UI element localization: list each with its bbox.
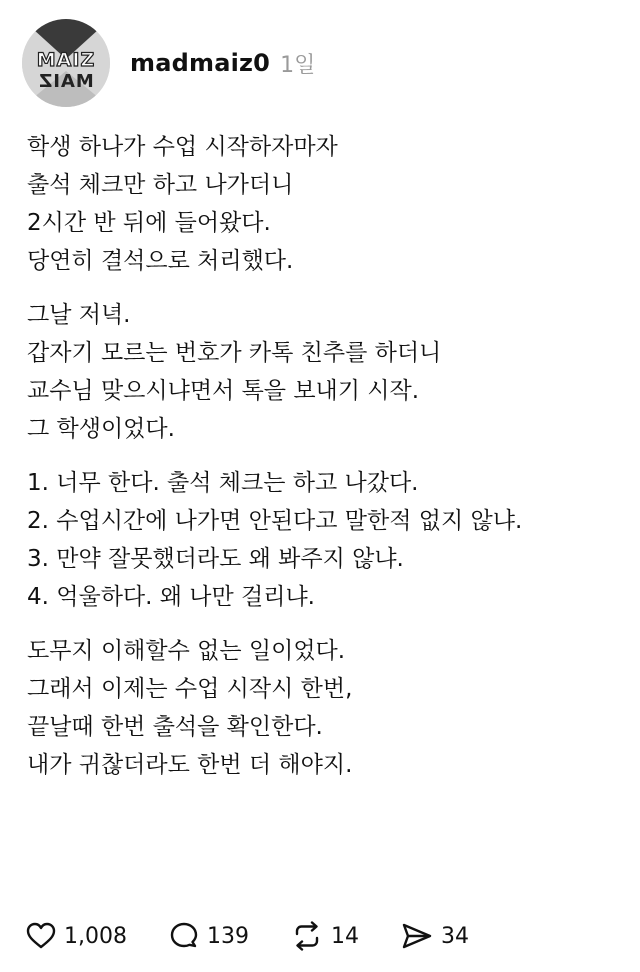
heart-icon: [26, 922, 56, 950]
post-paragraph: [27, 128, 627, 280]
post-line: 2. 수업시간에 나가면 안된다고 말한적 없지 않냐.: [27, 508, 523, 534]
post-line: 2시간 반 뒤에 들어왔다.: [27, 210, 271, 236]
post-line: 출석 체크만 하고 나가더니: [27, 172, 294, 198]
post-line: 끝날때 한번 출석을 확인한다.: [27, 714, 323, 740]
share-button[interactable]: [401, 922, 469, 950]
repost-icon: [291, 921, 323, 951]
avatar-text-top: MAIZ: [36, 49, 96, 71]
comment-button[interactable]: [169, 921, 249, 951]
post-line: 그 학생이었다.: [27, 416, 175, 442]
repost-count: 14: [330, 923, 359, 949]
post-paragraph: [27, 296, 627, 448]
post-body: [27, 128, 627, 800]
post-line: 그날 저녁.: [27, 302, 131, 328]
post-line: 그래서 이제는 수업 시작시 한번,: [27, 676, 353, 702]
post-line: 당연히 결석으로 처리했다.: [27, 248, 294, 274]
post-paragraph: [27, 464, 627, 616]
avatar-text-bottom: MAIZ: [38, 71, 94, 92]
username[interactable]: madmaiz0: [130, 49, 271, 77]
post-line: 교수님 맞으시냐면서 톡을 보내기 시작.: [27, 378, 420, 404]
post-line: 3. 만약 잘못했더라도 왜 봐주지 않냐.: [27, 546, 404, 572]
avatar[interactable]: [22, 19, 110, 107]
post-line: 내가 귀찮더라도 한번 더 해야지.: [27, 752, 353, 778]
post-line: 갑자기 모르는 번호가 카톡 친추를 하더니: [27, 340, 442, 366]
post-line: 도무지 이해할수 없는 일이었다.: [27, 638, 346, 664]
post-line: 4. 억울하다. 왜 나만 걸리냐.: [27, 584, 315, 610]
post-header: [22, 25, 315, 101]
comment-count: 139: [206, 923, 249, 949]
like-button[interactable]: [26, 922, 127, 950]
like-count: 1,008: [64, 923, 127, 949]
post-line: 1. 너무 한다. 출석 체크는 하고 나갔다.: [27, 470, 419, 496]
send-icon: [401, 922, 433, 950]
post-actions: [26, 914, 511, 958]
post-timestamp: 1일: [280, 52, 316, 78]
comment-bubble-icon: [169, 921, 199, 951]
post-line: 학생 하나가 수업 시작하자마자: [27, 134, 338, 160]
share-count: 34: [440, 923, 469, 949]
post-paragraph: [27, 632, 627, 784]
repost-button[interactable]: [291, 921, 359, 951]
